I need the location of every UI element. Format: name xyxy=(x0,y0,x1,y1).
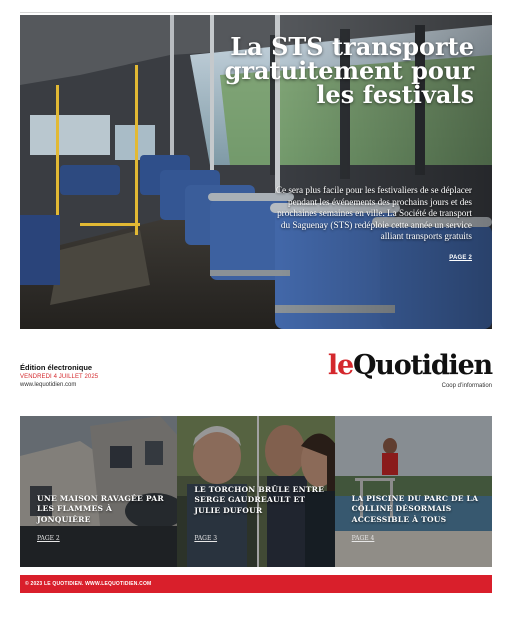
site-url[interactable]: www.lequotidien.com xyxy=(20,382,77,388)
logo-le: le xyxy=(327,350,353,381)
story-page-link[interactable]: PAGE 2 xyxy=(37,535,60,542)
top-divider xyxy=(20,12,492,13)
story-page-link[interactable]: PAGE 3 xyxy=(194,535,218,542)
story-card-house-fire[interactable] xyxy=(20,416,177,567)
edition-date: VENDREDI 4 JUILLET 2025 xyxy=(20,374,99,380)
lequotidien-logo[interactable] xyxy=(328,351,492,381)
story-card-pool[interactable] xyxy=(335,416,492,567)
edition-title: Édition électronique xyxy=(20,363,93,372)
footer-bar xyxy=(20,575,492,593)
pool-photo xyxy=(335,416,492,567)
story-cards xyxy=(20,416,492,567)
story-headline[interactable]: UNE MAISON RAVAGÉE PAR LES FLAMMES À JONQUIÈRE xyxy=(37,494,164,524)
story-headline[interactable]: LE TORCHON BRÛLE ENTRE SERGE GAUDREAULT ET JULIE DUFOUR xyxy=(194,485,325,515)
hero-page-link[interactable]: PAGE 2 xyxy=(449,255,472,261)
edition-info xyxy=(20,363,98,388)
burned-house-photo xyxy=(20,416,177,567)
story-card-politics[interactable] xyxy=(177,416,334,567)
logo-quotidien: Quotidien xyxy=(352,350,492,381)
story-page-link[interactable]: PAGE 4 xyxy=(351,535,375,542)
footer-copyright[interactable]: © 2023 LE QUOTIDIEN. WWW.LEQUOTIDIEN.COM xyxy=(25,581,152,587)
logo-tagline: Coop d’information xyxy=(441,383,492,389)
story-headline[interactable]: LA PISCINE DU PARC DE LA COLLINE DÉSORMAIS ACCESSIBLE À TOUS xyxy=(351,494,479,524)
hero-headline[interactable]: La STS transporte gratuitement pour les festivals xyxy=(224,32,474,109)
hero-summary: Ce sera plus facile pour les festivaliers de se déplacer pendant les événements des prochains jours et des prochaines semaines en ville. La Société de transport du Saguenay (STS) redéploie cette année un service alliant transports gratuits xyxy=(275,185,472,241)
hero-story[interactable] xyxy=(20,15,492,329)
